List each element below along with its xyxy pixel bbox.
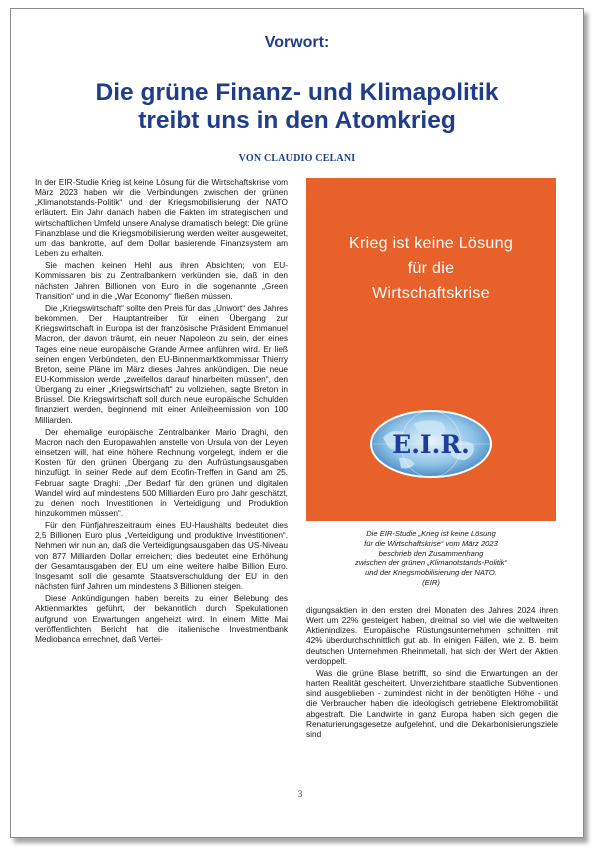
byline: VON CLAUDIO CELANI	[238, 153, 356, 164]
paragraph: digungsaktien in den ersten drei Monaten des Jahres 2024 ihren Wert um 22% gesteigert haben, dreimal so viel wie die weltweiten Aktienindizes. Europäische Rüstungsunternehmen schnitten mit 42% überdurchschnittlich gut ab. In einigen Fällen, wie z. B. beim deutschen Unternehmen Rheinmetall, hat sich der Wert der Aktien verdoppelt.	[306, 605, 558, 666]
study-cover-image	[306, 178, 556, 521]
paragraph: Für den Fünfjahreszeitraum eines EU-Haushalts bedeutet dies 2,5 Billionen Euro plus „Verteidigung und produktive Investitionen“. Nehmen wir nun an, daß die Verteidigungsausgaben das US-Niveau von 877 Milliarden Dollar erreichen; dies bedeutet eine Erhöhung der Gesamtausgaben der EU um eine weitere halbe Billion Euro. Insgesamt soll die gesamte Staatsverschuldung der EU in den nächsten fünf Jahren um mindestens 3 Billionen steigen.	[35, 520, 288, 592]
paragraph: Sie machen keinen Hehl aus ihren Absichten; von EU-Kommissaren bis zu Zentralbankern verkünden sie, daß in den nächsten Jahren Billionen von Euro in die sogenannte „Green Transition“ und in die „War Economy“ fließen müssen.	[35, 260, 288, 301]
caption-line: und der Kriegsmobilisierung der NATO.	[365, 568, 497, 578]
paragraph: Die „Kriegswirtschaft“ sollte den Preis für das „Unwort“ des Jahres bekommen. Der Hauptantreiber für einen Übergang zur Kriegswirtschaft in Europa ist der französische Präsident Emmanuel Macron, der davon träumt, ein neuer Napoleon zu sein, der eines Tages eine neue europäische Grande Armee anführen wird. Er ließ seinen engen Verbündeten, den EU-Binnenmarktkommissar Thierry Breton, seine Pläne im März dieses Jahres ankündigen. Die neue EU-Kommission werde „zweifellos darauf hinarbeiten müssen“, den Übergang zu einer „Kriegswirtschaft“ zu vollziehen, sagte Breton in Brüssel. Die Kriegswirtschaft soll durch neue europäische Schulden finanziert werden, beginnend mit einer Anleiheemission von 100 Milliarden.	[35, 302, 288, 425]
caption-line: (EIR)	[422, 577, 440, 587]
section-label: Vorwort:	[264, 34, 330, 51]
caption-line: für die Wirtschaftskrise“ vom März 2023	[364, 538, 498, 548]
text-column-left	[35, 177, 288, 646]
paragraph: Was die grüne Blase betrifft, so sind die Erwartungen an der harten Realität gescheitert. Unverzichtbare staatliche Subventionen sind ausgeblieben - zumindest nicht in der benötigten Höhe - und die Verbraucher haben die ideologisch getriebene Elektromobilität abgestraft. Die Landwirte in ganz Europa haben sich gegen die Renaturierungsgesetze aufgelehnt, und die Dekarbonisierungsziele sind	[306, 667, 558, 739]
cover-title-line: Krieg ist keine Lösung	[348, 235, 514, 252]
cover-title	[306, 231, 556, 306]
paragraph: Der ehemalige europäische Zentralbanker Mario Draghi, den Macron nach den Europawahlen anstelle von Ursula von der Leyen einsetzen will, hat eine höhere Rechnung vorgelegt, indem er die Kosten für den grünen Übergang zu den Aufrüstungsausgaben hinzufügt. In seiner Rede auf dem Ecofin-Treffen in Gand am 25. Februar sagte Draghi: „Der Bedarf für den grünen und digitalen Wandel wird auf mindestens 500 Milliarden Euro pro Jahr geschätzt, zu denen noch Investitionen in Verteidigung und Produktion hinzukommen müssen“.	[35, 426, 288, 518]
caption-line: zwischen der grünen „Klimanotstands-Politik“	[355, 558, 507, 568]
caption-line: beschrieb den Zusammenhang	[378, 548, 484, 558]
cover-title-line: Wirtschaftskrise	[372, 285, 490, 302]
cover-title-line: für die	[407, 260, 455, 277]
page-number: 3	[297, 789, 303, 799]
title-line: Die grüne Finanz- und Klimapolitik	[95, 79, 499, 106]
paragraph: Diese Ankündigungen haben bereits zu einer Belebung des Aktienmarktes geführt, der bekanntlich durch Spekulationen aufgrund von Erwartungen angeheizt wird. In einem Mitte Mai veröffentlichten Bericht hat die italienische Investmentbank Mediobanca errechnet, daß Vertei-	[35, 593, 288, 644]
image-caption	[306, 529, 556, 588]
caption-line: Die EIR-Studie „Krieg ist keine Lösung	[366, 529, 496, 538]
paragraph: In der EIR-Studie Krieg ist keine Lösung für die Wirtschaftskrise vom März 2023 haben wir die Verbindungen zwischen der grünen „Klimanotstands-Politik“ und der Kriegsmobilisierung der NATO erläutert. Ein Jahr danach haben die Fakten im strategischen und wirtschaftlichen Umfeld unsere Analyse dramatisch belegt: Die grüne Finanzblase und die Kriegsmobilisierung werden weiter ausgeweitet, um das bankrotte, auf dem Dollar basierende Finanzsystem am Leben zu erhalten.	[35, 177, 288, 259]
text-column-right	[306, 605, 558, 741]
eir-logo	[369, 408, 493, 480]
logo-text: E.I.R.	[392, 430, 470, 459]
article-title	[11, 79, 583, 135]
title-line: treibt uns in den Atomkrieg	[138, 107, 456, 134]
